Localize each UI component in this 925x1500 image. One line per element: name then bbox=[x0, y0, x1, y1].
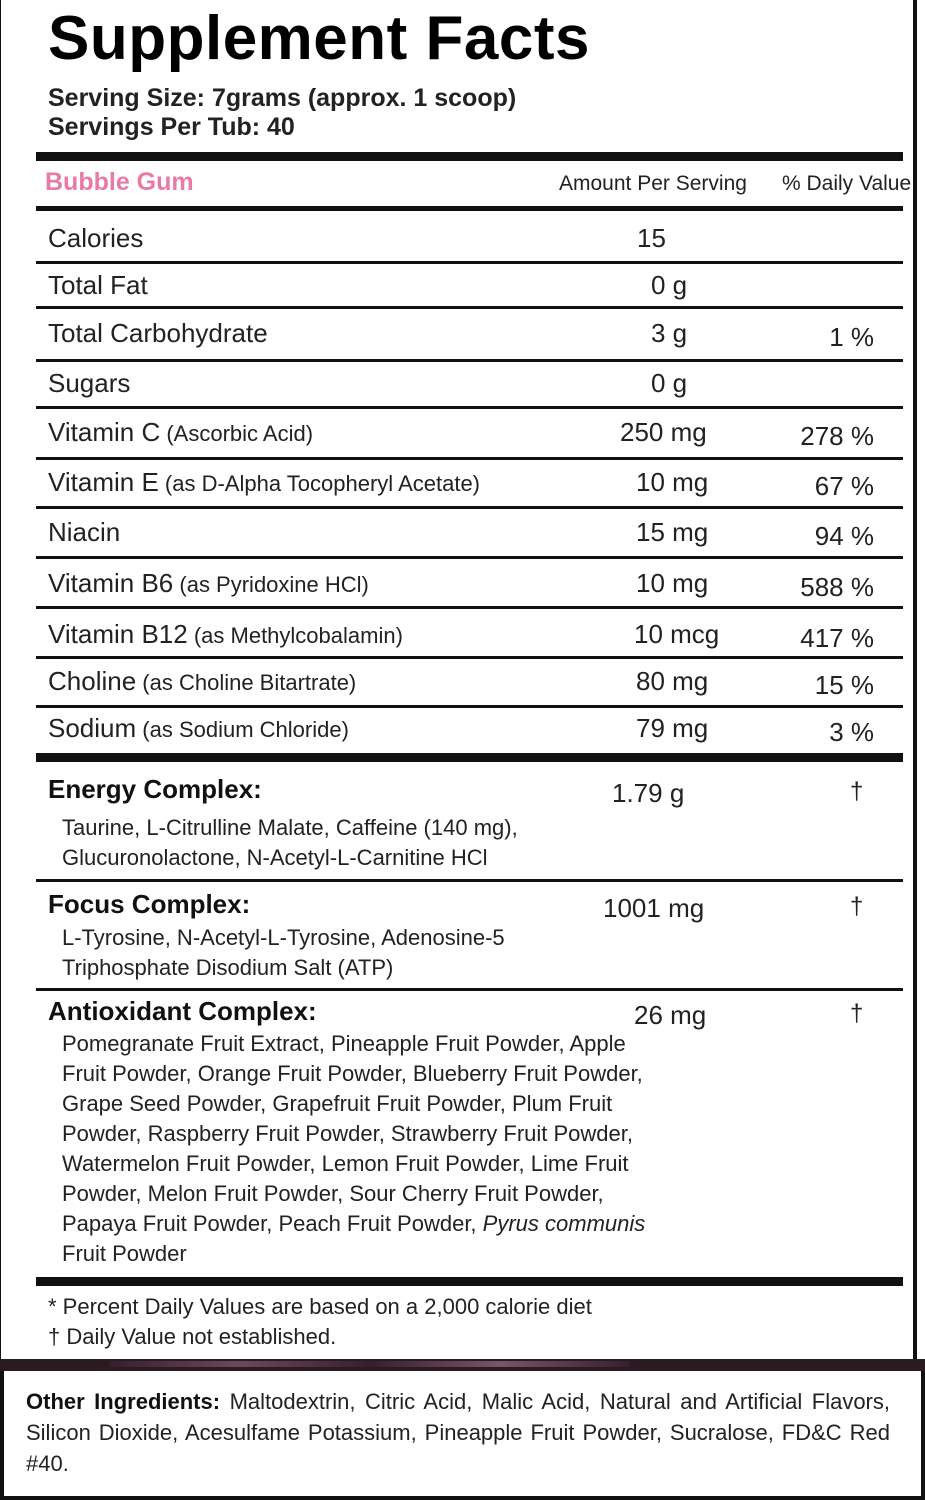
complex-amount: 1.79 g bbox=[612, 778, 685, 808]
divider-band bbox=[0, 1359, 925, 1371]
nutrient-label: Sugars bbox=[48, 368, 131, 398]
complex-title: Energy Complex: bbox=[48, 774, 262, 804]
nutrient-label: Sodium bbox=[48, 713, 137, 743]
ingredient-line: Fruit Powder, Orange Fruit Powder, Blueberry Fruit Powder, bbox=[62, 1061, 643, 1086]
nutrient-daily-value: 15 % bbox=[814, 670, 874, 700]
footnote-daily-values: * Percent Daily Values are based on a 2,000 calorie diet bbox=[48, 1294, 592, 1319]
complex-daily-value: † bbox=[850, 893, 864, 920]
rule-thick-mid bbox=[36, 753, 903, 762]
ingredient-line: Fruit Powder bbox=[62, 1241, 187, 1266]
nutrient-name bbox=[48, 713, 349, 744]
nutrient-label: Calories bbox=[48, 223, 144, 253]
nutrient-label: Vitamin E bbox=[48, 467, 159, 497]
ingredient-line: Grape Seed Powder, Grapefruit Fruit Powder, Plum Fruit bbox=[62, 1091, 613, 1116]
row-divider bbox=[36, 406, 903, 409]
nutrient-name bbox=[48, 467, 480, 498]
complex-divider bbox=[36, 988, 903, 991]
nutrient-amount: 3 g bbox=[651, 318, 688, 348]
ingredient-line: Pomegranate Fruit Extract, Pineapple Fruit Powder, Apple bbox=[62, 1031, 626, 1056]
nutrient-daily-value: 1 % bbox=[829, 322, 874, 352]
ingredient-line: Powder, Raspberry Fruit Powder, Strawberry Fruit Powder, bbox=[62, 1121, 633, 1146]
nutrient-daily-value: 3 % bbox=[829, 717, 874, 747]
complex-ingredients bbox=[62, 813, 518, 873]
nutrient-amount: 15 mg bbox=[636, 517, 709, 547]
row-divider bbox=[36, 705, 903, 708]
nutrient-label: Vitamin C bbox=[48, 417, 161, 447]
ingredient-line: Triphosphate Disodium Salt (ATP) bbox=[62, 955, 394, 980]
nutrient-daily-value: 278 % bbox=[800, 421, 874, 451]
ingredient-italic: Pyrus communis bbox=[476, 1211, 646, 1236]
nutrient-label: Total Carbohydrate bbox=[48, 318, 268, 348]
rule-header bbox=[36, 206, 903, 211]
nutrient-amount: 80 mg bbox=[636, 666, 709, 696]
complex-ingredients bbox=[62, 923, 505, 983]
nutrient-label: Total Fat bbox=[48, 270, 148, 300]
row-divider bbox=[36, 261, 903, 264]
complex-title: Antioxidant Complex: bbox=[48, 996, 317, 1026]
nutrient-label: Niacin bbox=[48, 517, 121, 547]
column-header-dv: % Daily Value bbox=[782, 172, 912, 195]
nutrient-name bbox=[48, 318, 268, 349]
nutrient-source: (as D-Alpha Tocopheryl Acetate) bbox=[158, 471, 480, 496]
nutrient-source: (as Pyridoxine HCl) bbox=[173, 572, 369, 597]
nutrient-name bbox=[48, 619, 403, 650]
page-title: Supplement Facts bbox=[48, 4, 590, 73]
footnote-dagger: † Daily Value not established. bbox=[48, 1324, 337, 1349]
row-divider bbox=[36, 556, 903, 559]
nutrient-name bbox=[48, 270, 148, 301]
ingredient-line: Watermelon Fruit Powder, Lemon Fruit Powder, Lime Fruit bbox=[62, 1151, 629, 1176]
complex-daily-value: † bbox=[850, 778, 864, 805]
row-divider bbox=[36, 606, 903, 609]
complex-ingredients bbox=[62, 1029, 645, 1269]
nutrient-amount: 10 mg bbox=[636, 467, 709, 497]
nutrient-name bbox=[48, 417, 313, 448]
nutrient-amount: 10 mcg bbox=[634, 619, 720, 649]
nutrient-source: (as Sodium Chloride) bbox=[136, 717, 349, 742]
other-ingredients-text: Maltodextrin, Citric Acid, Malic Acid, Natural and Artificial Flavors, Silicon Dioxide, Acesulfame Potassium, Pineapple Fruit Powder, Sucralose, FD&C Red #40. bbox=[26, 1389, 890, 1476]
complex-title: Focus Complex: bbox=[48, 889, 251, 919]
nutrient-label: Choline bbox=[48, 666, 137, 696]
nutrient-daily-value: 94 % bbox=[814, 521, 874, 551]
nutrient-amount: 79 mg bbox=[636, 713, 709, 743]
ingredient-line: Glucuronolactone, N-Acetyl-L-Carnitine HCl bbox=[62, 845, 488, 870]
nutrient-name bbox=[48, 223, 143, 254]
nutrient-amount: 0 g bbox=[651, 368, 688, 398]
nutrient-daily-value: 417 % bbox=[800, 623, 874, 653]
nutrient-name bbox=[48, 517, 120, 548]
ingredient-line: Papaya Fruit Powder, Peach Fruit Powder, Pyrus communis bbox=[62, 1211, 646, 1236]
nutrient-name bbox=[48, 368, 130, 399]
complex-daily-value: † bbox=[850, 1000, 864, 1027]
ingredient-line: Taurine, L-Citrulline Malate, Caffeine (140 mg), bbox=[62, 815, 518, 840]
nutrient-amount: 10 mg bbox=[636, 568, 709, 598]
complex-amount: 26 mg bbox=[634, 1000, 707, 1030]
nutrient-label: Vitamin B12 bbox=[48, 619, 188, 649]
nutrient-amount: 0 g bbox=[651, 270, 688, 300]
serving-info bbox=[48, 84, 516, 142]
row-divider bbox=[36, 359, 903, 362]
complex-divider bbox=[36, 879, 903, 882]
ingredient-line: Powder, Melon Fruit Powder, Sour Cherry Fruit Powder, bbox=[62, 1181, 604, 1206]
nutrient-source: (Ascorbic Acid) bbox=[160, 421, 314, 446]
nutrient-label: Vitamin B6 bbox=[48, 568, 174, 598]
serving-size: Serving Size: 7grams (approx. 1 scoop) bbox=[48, 84, 517, 112]
row-divider bbox=[36, 306, 903, 309]
other-ingredients bbox=[26, 1386, 890, 1479]
nutrient-name bbox=[48, 568, 369, 599]
flavor-label: Bubble Gum bbox=[45, 168, 194, 196]
servings-per-tub: Servings Per Tub: 40 bbox=[48, 113, 295, 141]
nutrient-amount: 250 mg bbox=[620, 417, 707, 447]
complex-amount: 1001 mg bbox=[603, 893, 705, 923]
nutrient-source: (as Choline Bitartrate) bbox=[136, 670, 357, 695]
row-divider bbox=[36, 656, 903, 659]
nutrient-amount: 15 bbox=[637, 223, 666, 253]
rule-thick-bottom bbox=[36, 1277, 903, 1286]
nutrient-daily-value: 588 % bbox=[800, 572, 874, 602]
row-divider bbox=[36, 457, 903, 460]
row-divider bbox=[36, 506, 903, 509]
other-ingredients-label: Other Ingredients: bbox=[26, 1389, 221, 1414]
rule-thick-top bbox=[36, 152, 903, 161]
nutrient-source: (as Methylcobalamin) bbox=[187, 623, 403, 648]
nutrient-daily-value: 67 % bbox=[814, 471, 874, 501]
column-header-amount: Amount Per Serving bbox=[559, 172, 747, 195]
ingredient-line: L-Tyrosine, N-Acetyl-L-Tyrosine, Adenosine-5 bbox=[62, 925, 505, 950]
nutrient-name bbox=[48, 666, 356, 697]
